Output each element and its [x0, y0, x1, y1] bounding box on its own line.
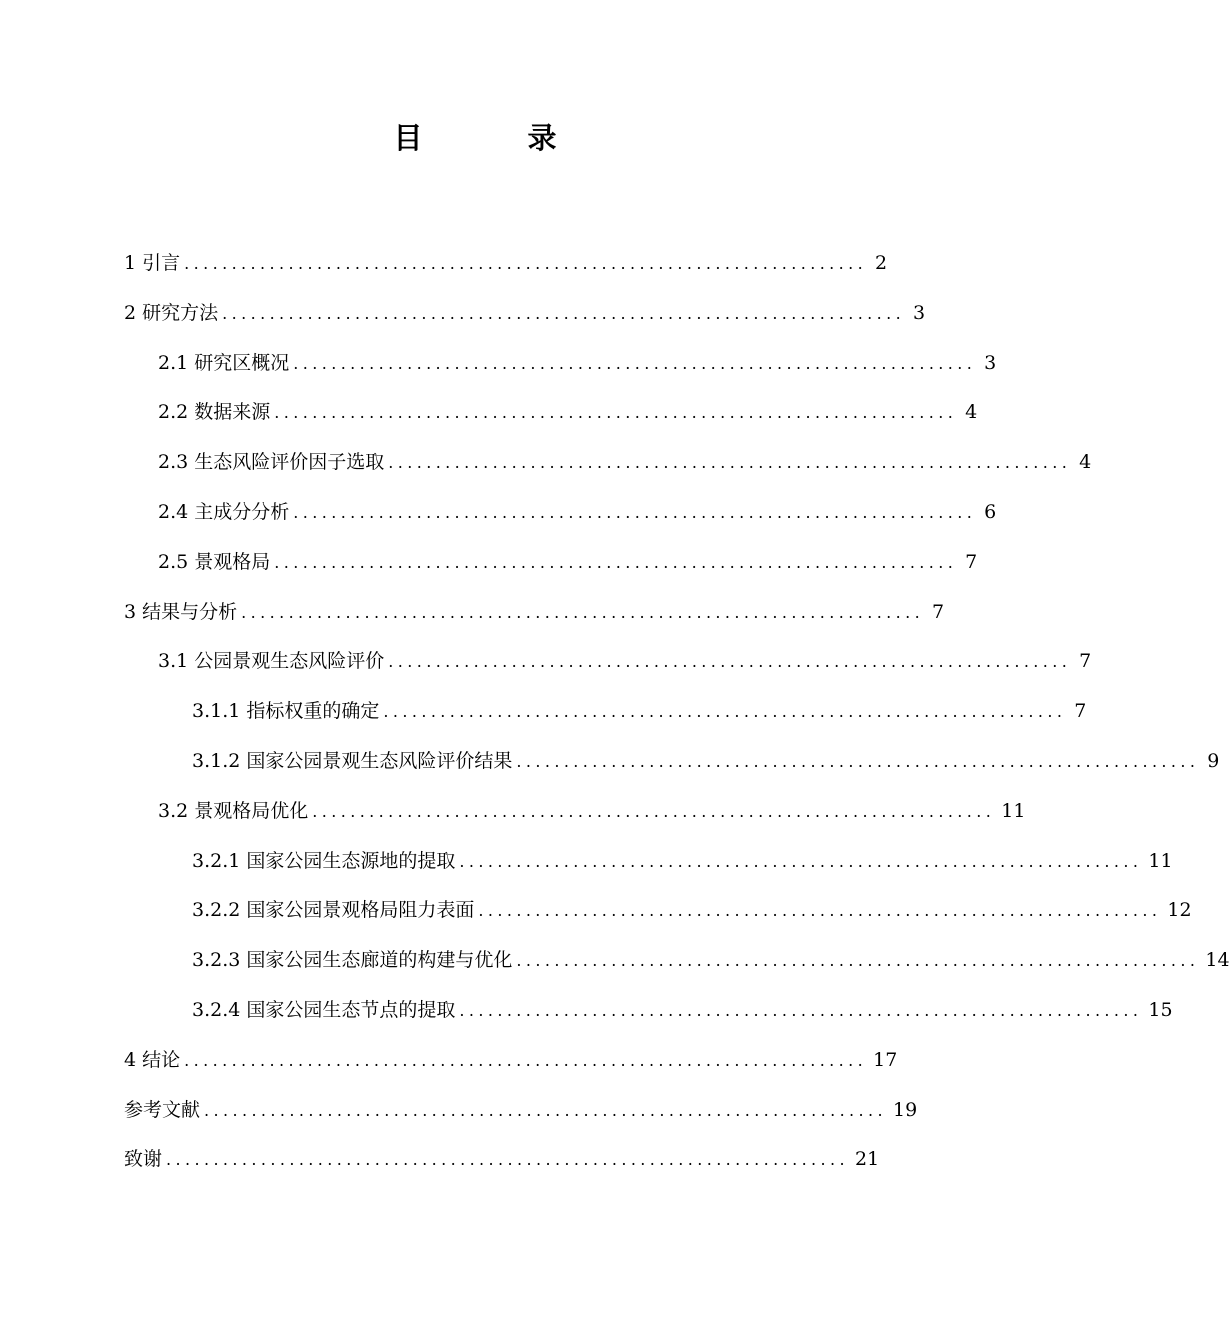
toc-entry-label: 3.2.2 国家公园景观格局阻力表面 — [192, 899, 475, 922]
toc-entry-page-number: 19 — [893, 1098, 918, 1121]
toc-list — [124, 246, 1230, 1192]
dot-leader: ........................................................................ — [274, 552, 958, 572]
dot-leader: ........................................................................ — [383, 702, 1067, 722]
toc-entry[interactable] — [124, 495, 997, 545]
toc-entry-page-number: 7 — [932, 600, 945, 623]
toc-entry-page-number: 3 — [984, 351, 997, 374]
toc-entry[interactable] — [124, 694, 1087, 744]
toc-entry-label: 2.5 景观格局 — [158, 550, 271, 573]
toc-entry[interactable] — [124, 296, 926, 346]
dot-leader: ........................................................................ — [274, 403, 958, 423]
toc-entry-page-number: 2 — [875, 252, 888, 274]
toc-entry-page-number: 3 — [913, 301, 926, 324]
toc-entry-page-number: 12 — [1167, 899, 1192, 922]
toc-entry[interactable] — [124, 943, 1230, 993]
toc-entry-page-number: 7 — [1074, 700, 1087, 723]
toc-entry-label: 3.2 景观格局优化 — [158, 799, 309, 822]
dot-leader: ........................................................................ — [293, 502, 977, 522]
dot-leader: ........................................................................ — [241, 602, 925, 622]
dot-leader: ........................................................................ — [459, 851, 1143, 871]
toc-entry[interactable] — [124, 893, 1192, 943]
dot-leader: ........................................................................ — [516, 751, 1200, 771]
dot-leader: ........................................................................ — [388, 453, 1072, 473]
toc-entry-label: 2.1 研究区概况 — [158, 351, 290, 374]
toc-entry-page-number: 7 — [965, 550, 978, 573]
dot-leader: ........................................................................ — [184, 1050, 868, 1070]
toc-entry-label: 3.1.2 国家公园景观生态风险评价结果 — [192, 749, 513, 772]
toc-entry[interactable] — [124, 445, 1092, 495]
toc-entry-label: 3.2.4 国家公园生态节点的提取 — [192, 998, 456, 1021]
toc-entry[interactable] — [124, 1093, 918, 1143]
toc-entry-page-number: 21 — [855, 1148, 880, 1171]
toc-entry-label: 1 引言 — [124, 252, 181, 274]
toc-entry[interactable] — [124, 595, 945, 645]
toc-entry[interactable] — [124, 993, 1173, 1043]
dot-leader: ........................................................................ — [388, 652, 1072, 672]
dot-leader: ........................................................................ — [459, 1000, 1143, 1020]
toc-entry-page-number: 14 — [1205, 949, 1230, 972]
toc-entry-label: 2.4 主成分分析 — [158, 500, 290, 523]
toc-entry-label: 2 研究方法 — [124, 301, 219, 324]
dot-leader: ........................................................................ — [516, 951, 1200, 971]
dot-leader: ........................................................................ — [222, 303, 906, 323]
toc-entry-page-number: 9 — [1207, 749, 1220, 772]
toc-entry-page-number: 4 — [1079, 451, 1092, 474]
toc-entry-page-number: 4 — [965, 401, 978, 424]
toc-entry-page-number: 7 — [1079, 650, 1092, 673]
toc-entry-label: 3 结果与分析 — [124, 600, 238, 623]
toc-entry-label: 3.1.1 指标权重的确定 — [192, 700, 380, 723]
toc-entry-label: 3.1 公园景观生态风险评价 — [158, 650, 385, 673]
dot-leader: ........................................................................ — [204, 1100, 888, 1120]
dot-leader: ........................................................................ — [166, 1150, 850, 1170]
toc-entry-label: 2.2 数据来源 — [158, 401, 271, 424]
toc-entry[interactable] — [124, 1043, 898, 1093]
dot-leader: ........................................................................ — [293, 353, 977, 373]
toc-entry[interactable] — [124, 844, 1173, 894]
toc-entry-label: 3.2.1 国家公园生态源地的提取 — [192, 849, 456, 872]
toc-entry[interactable] — [124, 1142, 880, 1192]
toc-entry-label: 致谢 — [124, 1148, 163, 1171]
toc-entry-page-number: 17 — [873, 1048, 898, 1071]
toc-entry[interactable] — [124, 346, 997, 396]
toc-entry[interactable] — [124, 246, 888, 296]
toc-entry-label: 4 结论 — [124, 1048, 181, 1071]
toc-entry[interactable] — [124, 545, 978, 595]
toc-entry[interactable] — [124, 644, 1092, 694]
toc-entry-label: 参考文献 — [124, 1098, 201, 1121]
toc-entry[interactable] — [124, 794, 1026, 844]
toc-entry-page-number: 11 — [1148, 849, 1173, 872]
toc-entry-page-number: 15 — [1148, 998, 1173, 1021]
page-title: 目 录 — [393, 121, 595, 155]
dot-leader: ........................................................................ — [184, 254, 868, 273]
toc-entry-label: 3.2.3 国家公园生态廊道的构建与优化 — [192, 949, 513, 972]
toc-entry[interactable] — [124, 395, 978, 445]
toc-entry-label: 2.3 生态风险评价因子选取 — [158, 451, 385, 474]
dot-leader: ........................................................................ — [478, 901, 1162, 921]
toc-entry-page-number: 6 — [984, 500, 997, 523]
dot-leader: ........................................................................ — [312, 801, 996, 821]
toc-entry[interactable] — [124, 744, 1220, 794]
toc-entry-page-number: 11 — [1001, 799, 1026, 822]
